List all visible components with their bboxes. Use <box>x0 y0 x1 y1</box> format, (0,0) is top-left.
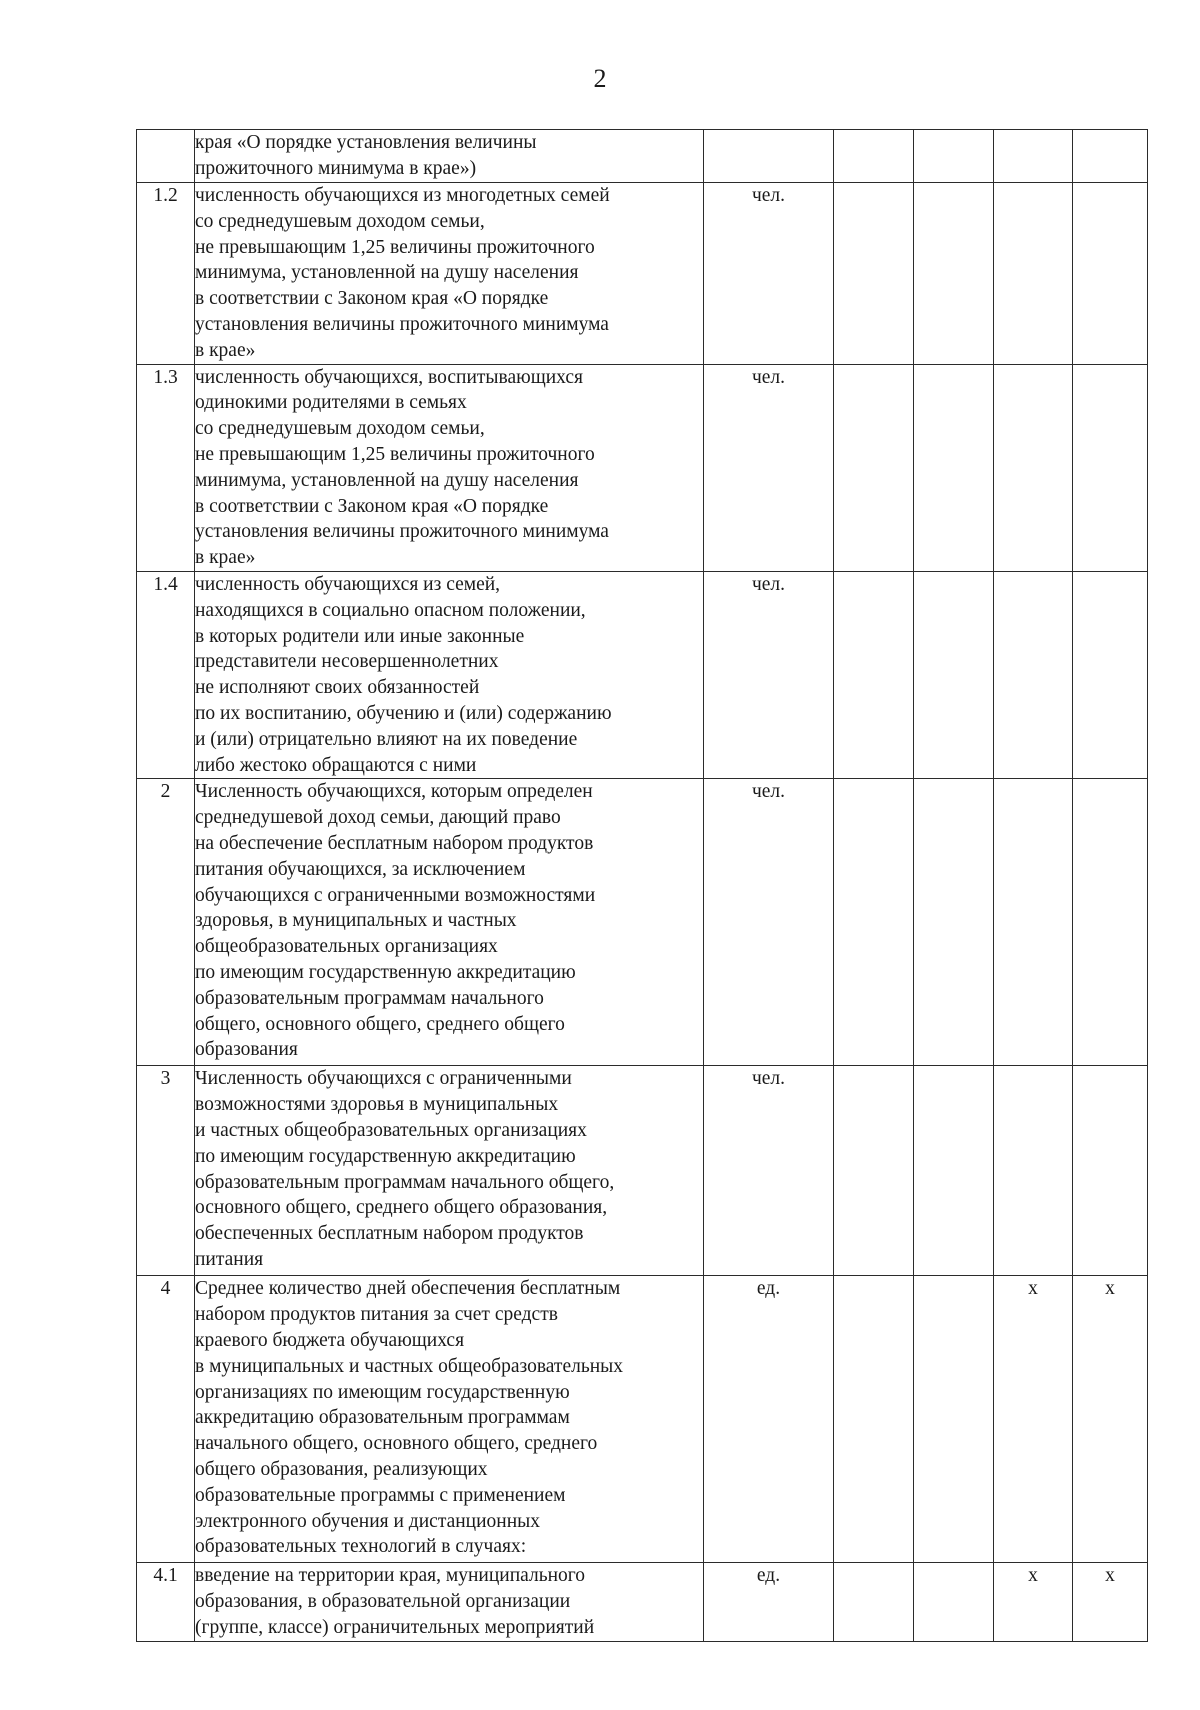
description-line: образовательным программам начального <box>195 987 544 1009</box>
description-line: одинокими родителями в семьях <box>195 392 467 414</box>
description-line: образовательных технологий в случаях: <box>195 1536 527 1558</box>
value-cell <box>914 1563 994 1641</box>
description-line: образования, в образовательной организации <box>195 1591 571 1613</box>
description-line: находящихся в социально опасном положении, <box>195 599 586 621</box>
value-cell <box>994 571 1073 778</box>
description-line: Численность обучающихся с ограниченными <box>195 1068 572 1090</box>
value-cell <box>834 364 914 571</box>
value-cell <box>994 183 1073 365</box>
value-cell <box>834 130 914 183</box>
description-line: образовательным программам начального общего, <box>195 1171 615 1193</box>
description-line: представители несовершеннолетних <box>195 651 499 673</box>
value-cell <box>994 779 1073 1066</box>
value-cell: x <box>1073 1563 1148 1641</box>
row-unit: чел. <box>704 364 834 571</box>
table-row <box>137 364 1148 571</box>
row-unit: чел. <box>704 1066 834 1276</box>
value-cell <box>994 130 1073 183</box>
row-number: 4.1 <box>137 1563 195 1641</box>
table-row <box>137 571 1148 778</box>
row-number <box>137 130 195 183</box>
description-line: в крае» <box>195 547 256 569</box>
row-number: 1.2 <box>137 183 195 365</box>
row-description <box>195 1066 704 1276</box>
value-cell <box>834 183 914 365</box>
description-line: организациях по имеющим государственную <box>195 1381 570 1403</box>
row-unit: чел. <box>704 779 834 1066</box>
description-line: основного общего, среднего общего образования, <box>195 1197 608 1219</box>
description-line: установления величины прожиточного минимума <box>195 313 609 335</box>
row-description <box>195 183 704 365</box>
row-number: 4 <box>137 1276 195 1563</box>
row-description <box>195 364 704 571</box>
row-unit: чел. <box>704 571 834 778</box>
row-description <box>195 779 704 1066</box>
description-line: прожиточного минимума в крае») <box>195 157 477 179</box>
value-cell <box>994 364 1073 571</box>
table-row <box>137 1563 1148 1641</box>
description-line: начального общего, основного общего, среднего <box>195 1433 598 1455</box>
row-unit: ед. <box>704 1563 834 1641</box>
value-cell <box>914 364 994 571</box>
description-line: численность обучающихся из многодетных семей <box>195 185 610 206</box>
description-line: электронного обучения и дистанционных <box>195 1510 541 1532</box>
description-line: Численность обучающихся, которым определен <box>195 781 593 803</box>
row-number: 2 <box>137 779 195 1066</box>
value-cell <box>1073 364 1148 571</box>
row-number: 1.3 <box>137 364 195 571</box>
description-line: обучающихся с ограниченными возможностями <box>195 884 596 906</box>
description-line: в соответствии с Законом края «О порядке <box>195 288 549 310</box>
description-line: среднедушевой доход семьи, дающий право <box>195 807 561 829</box>
value-cell: x <box>1073 1276 1148 1563</box>
description-line: либо жестоко обращаются с ними <box>195 754 477 776</box>
indicators-table <box>136 129 1148 1642</box>
description-line: введение на территории края, муниципального <box>195 1565 586 1587</box>
row-description <box>195 130 704 183</box>
value-cell <box>1073 130 1148 183</box>
description-line: по имеющим государственную аккредитацию <box>195 1145 576 1167</box>
description-line: и (или) отрицательно влияют на их поведение <box>195 728 578 750</box>
value-cell <box>834 571 914 778</box>
description-line: краевого бюджета обучающихся <box>195 1329 465 1351</box>
value-cell <box>914 779 994 1066</box>
description-line: минимума, установленной на душу населения <box>195 262 579 284</box>
description-line: Среднее количество дней обеспечения бесплатным <box>195 1278 621 1300</box>
description-line: общего образования, реализующих <box>195 1458 488 1480</box>
row-description <box>195 1276 704 1563</box>
value-cell <box>914 571 994 778</box>
page-number: 2 <box>593 64 607 93</box>
value-cell <box>914 130 994 183</box>
description-line: по имеющим государственную аккредитацию <box>195 961 576 983</box>
value-cell <box>994 1066 1073 1276</box>
value-cell <box>1073 779 1148 1066</box>
description-line: со среднедушевым доходом семьи, <box>195 418 485 440</box>
row-unit: ед. <box>704 1276 834 1563</box>
description-line: установления величины прожиточного минимума <box>195 521 609 543</box>
row-number: 3 <box>137 1066 195 1276</box>
description-line: минимума, установленной на душу населения <box>195 469 579 491</box>
description-line: на обеспечение бесплатным набором продуктов <box>195 832 594 854</box>
description-line: в муниципальных и частных общеобразовательных <box>195 1355 624 1377</box>
description-line: обеспеченных бесплатным набором продуктов <box>195 1223 584 1245</box>
description-line: аккредитацию образовательным программам <box>195 1407 570 1429</box>
description-line: в крае» <box>195 339 256 361</box>
description-line: питания <box>195 1248 264 1270</box>
description-line: численность обучающихся, воспитывающихся <box>195 366 583 388</box>
row-description <box>195 1563 704 1641</box>
description-line: в которых родители или иные законные <box>195 625 525 647</box>
value-cell <box>1073 1066 1148 1276</box>
value-cell <box>1073 183 1148 365</box>
description-line: численность обучающихся из семей, <box>195 573 501 595</box>
value-cell: x <box>994 1563 1073 1641</box>
value-cell <box>834 1066 914 1276</box>
table-row <box>137 130 1148 183</box>
description-line: не исполняют своих обязанностей <box>195 677 480 699</box>
value-cell <box>1073 571 1148 778</box>
table-row <box>137 1276 1148 1563</box>
row-unit: чел. <box>704 183 834 365</box>
value-cell <box>834 1276 914 1563</box>
description-line: образования <box>195 1039 298 1061</box>
value-cell <box>834 779 914 1066</box>
value-cell: x <box>994 1276 1073 1563</box>
description-line: общего, основного общего, среднего общего <box>195 1013 565 1035</box>
value-cell <box>914 1066 994 1276</box>
description-line: общеобразовательных организациях <box>195 936 498 958</box>
description-line: и частных общеобразовательных организациях <box>195 1119 587 1141</box>
description-line: края «О порядке установления величины <box>195 132 537 153</box>
table-row <box>137 779 1148 1066</box>
row-number: 1.4 <box>137 571 195 778</box>
description-line: не превышающим 1,25 величины прожиточного <box>195 443 595 465</box>
row-description <box>195 571 704 778</box>
description-line: со среднедушевым доходом семьи, <box>195 210 485 232</box>
description-line: в соответствии с Законом края «О порядке <box>195 495 549 517</box>
description-line: возможностями здоровья в муниципальных <box>195 1094 559 1116</box>
description-line: набором продуктов питания за счет средств <box>195 1304 558 1326</box>
value-cell <box>914 1276 994 1563</box>
description-line: (группе, классе) ограничительных мероприятий <box>195 1616 595 1638</box>
description-line: по их воспитанию, обучению и (или) содержанию <box>195 702 612 724</box>
description-line: не превышающим 1,25 величины прожиточного <box>195 236 595 258</box>
description-line: образовательные программы с применением <box>195 1484 566 1506</box>
table-row <box>137 1066 1148 1276</box>
value-cell <box>834 1563 914 1641</box>
value-cell <box>914 183 994 365</box>
row-unit <box>704 130 834 183</box>
description-line: питания обучающихся, за исключением <box>195 858 526 880</box>
description-line: здоровья, в муниципальных и частных <box>195 910 517 932</box>
table-row <box>137 183 1148 365</box>
